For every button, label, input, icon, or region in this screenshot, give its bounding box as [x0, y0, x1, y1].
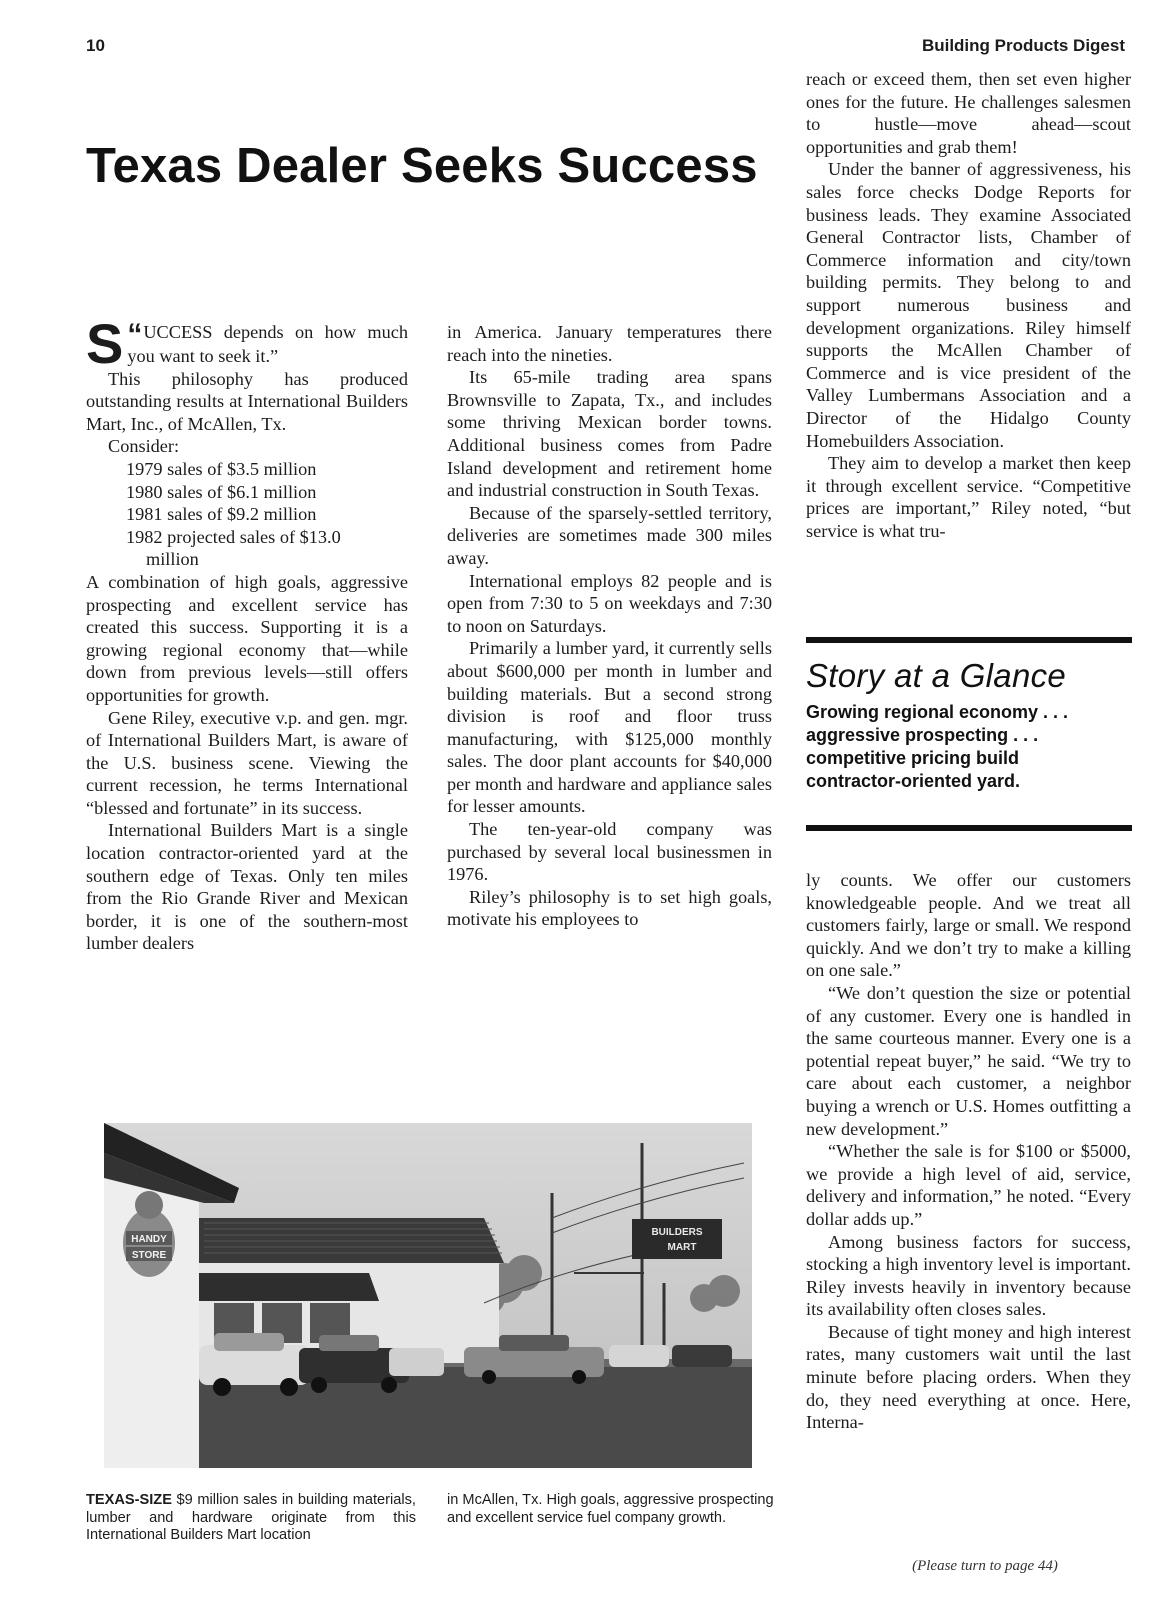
drop-cap: S — [86, 312, 124, 375]
article-column-3-top — [806, 68, 1131, 542]
caption-text: $9 million sales in building materials, lumber and hardware originate from this International Builders Mart location — [86, 1492, 416, 1543]
paragraph: reach or exceed them, then set even higher ones for the future. He challenges salesmen to hustle—move ahead—scout opportunities and grab them! — [806, 69, 1131, 157]
continued-note: (Please turn to page 44) — [912, 1558, 1058, 1574]
article-column-1 — [86, 312, 408, 955]
opening-paragraph — [86, 312, 408, 375]
store-photo — [104, 1123, 752, 1468]
sign-text: STORE — [131, 1250, 167, 1261]
sign-text: BUILDERS — [651, 1227, 703, 1238]
opening-text: UCCESS depends on how much you want to seek it.” — [127, 322, 408, 366]
sign-text: MART — [667, 1242, 697, 1253]
paragraph: International Builders Mart is a single location contractor-oriented yard at the southern edge of Texas. Only ten miles from the Rio Grande River and Mexican border, it is one of the southern-most lumber dealers — [86, 820, 408, 954]
paragraph: “Whether the sale is for $100 or $5000, we provide a high level of aid, service, delivery and information,” he noted. “Every dollar adds up.” — [806, 1141, 1131, 1229]
glance-title: Story at a Glance — [806, 657, 1067, 694]
sales-item: 1981 sales of $9.2 million — [126, 504, 317, 525]
article-column-2 — [447, 321, 772, 931]
paragraph: Gene Riley, executive v.p. and gen. mgr. of International Builders Mart, is aware of the U.S. business scene. Viewing the current recession, he terms International “blessed and fortunate” in its success. — [86, 707, 408, 818]
paragraph: The ten-year-old company was purchased by several local businessmen in 1976. — [447, 819, 772, 885]
publication-name: Building Products Digest — [921, 36, 1125, 55]
sales-item: million — [146, 549, 199, 570]
paragraph: They aim to develop a market then keep it through excellent service. “Competitive prices are important,” Riley noted, “but service is what tru- — [806, 453, 1131, 541]
paragraph: in America. January temperatures there reach into the nineties. — [447, 322, 772, 365]
paragraph: Riley’s philosophy is to set high goals, motivate his employees to — [447, 886, 772, 930]
page-number: 10 — [86, 36, 105, 55]
glance-summary: Growing regional economy . . . aggressive prospecting . . . competitive pricing build contractor-oriented yard. — [806, 702, 1069, 791]
paragraph: Its 65-mile trading area spans Brownsville to Zapata, Tx., and includes some thriving Mexican border towns. Additional business comes from Padre Island development and retirement home and industrial construction in South Texas. — [447, 367, 772, 501]
story-at-a-glance-box — [806, 637, 1132, 831]
paragraph: A combination of high goals, aggressive prospecting and excellent service has created this success. Supporting it is a growing regional economy that—while down from previous levels—still offers opportunities for growth. — [86, 571, 408, 705]
sales-item: 1979 sales of $3.5 million — [126, 458, 317, 479]
paragraph: Because of tight money and high interest rates, many customers wait until the last minute before placing orders. When they do, they need everything at once. Here, Interna- — [806, 1321, 1131, 1433]
caption-lead: TEXAS-SIZE — [86, 1492, 172, 1508]
paragraph: Primarily a lumber yard, it currently sells about $600,000 per month in lumber and building materials. But a second strong division is roof and floor truss manufacturing, with $125,000 monthly sales. The door plant accounts for $40,000 per month and hardware and appliance sales for lesser amounts. — [447, 638, 772, 817]
photo-caption-right: in McAllen, Tx. High goals, aggressive prospecting and excellent service fuel company growth. — [447, 1492, 774, 1526]
article-column-3-bottom — [806, 869, 1131, 1434]
paragraph: Consider: — [108, 436, 180, 457]
paragraph: This philosophy has produced outstanding results at International Builders Mart, Inc., of McAllen, Tx. — [86, 368, 408, 434]
opening-quote-mark: “ — [127, 318, 140, 351]
paragraph: Among business factors for success, stocking a high inventory level is important. Riley invests heavily in inventory because its availability often closes sales. — [806, 1231, 1131, 1320]
headline: Texas Dealer Seeks Success — [86, 139, 758, 193]
sales-item: 1980 sales of $6.1 million — [126, 481, 317, 502]
sales-list — [86, 458, 408, 571]
sales-item: 1982 projected sales of $13.0 — [126, 526, 341, 547]
paragraph: “We don’t question the size or potential of any customer. Every one is handled in the same courteous manner. Every one is a potential repeat buyer,” he said. “We try to care about each customer, a neighbor buying a wrench or U.S. Homes outfitting a new development.” — [806, 982, 1131, 1139]
paragraph: ly counts. We offer our customers knowledgeable people. And we treat all customers fairly, large or small. We respond quickly. And we don’t try to make a killing on one sale.” — [806, 870, 1131, 981]
photo-caption-left — [86, 1492, 416, 1545]
sign-text: HANDY — [131, 1234, 167, 1245]
paragraph: Because of the sparsely-settled territory, deliveries are sometimes made 300 miles away. — [447, 502, 772, 568]
builders-mart-sign — [632, 1219, 722, 1259]
paragraph: International employs 82 people and is open from 7:30 to 5 on weekdays and 7:30 to noon on Saturdays. — [447, 570, 772, 636]
paragraph: Under the banner of aggressiveness, his sales force checks Dodge Reports for business leads. They examine Associated General Contractor lists, Chamber of Commerce information and city/town building permits. They belong to and support numerous business and development organizations. Riley himself supports the McAllen Chamber of Commerce and is vice president of the Valley Lumbermans Association and a Director of the Hidalgo County Homebuilders Association. — [806, 159, 1131, 451]
store-photo-illustration — [104, 1123, 752, 1468]
